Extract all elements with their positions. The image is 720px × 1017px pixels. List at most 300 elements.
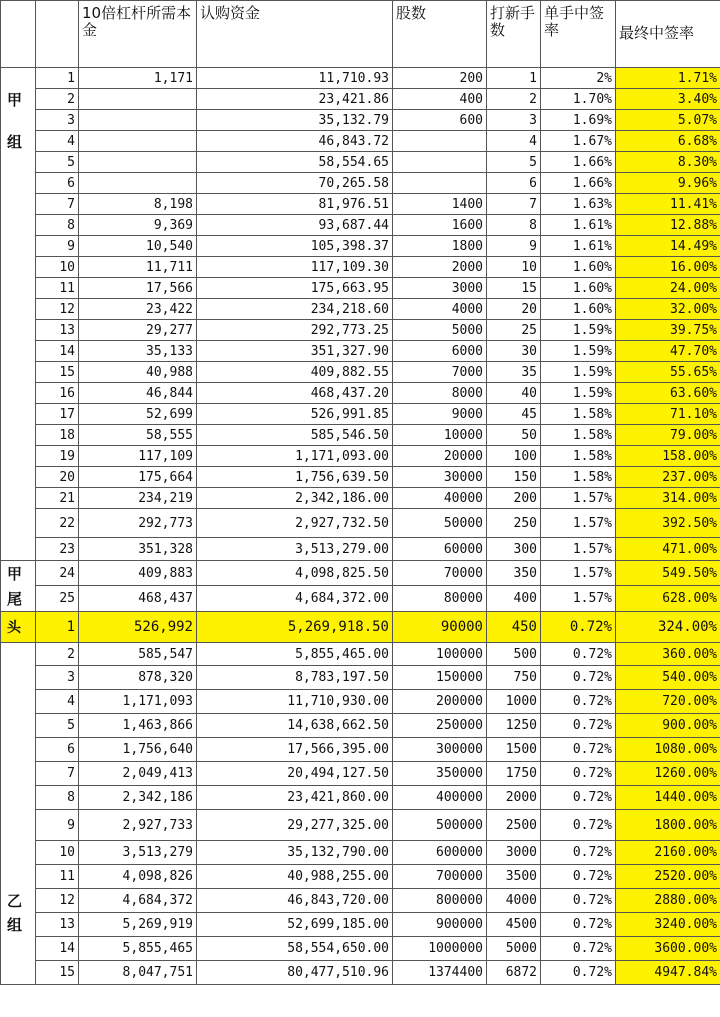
single-lot-rate: 0.72% [541, 810, 616, 841]
final-rate: 314.00% [616, 488, 720, 509]
group-label [1, 236, 36, 257]
row-number: 15 [36, 961, 79, 985]
row-number: 5 [36, 152, 79, 173]
final-rate: 79.00% [616, 425, 720, 446]
shares: 1374400 [393, 961, 487, 985]
row-number: 10 [36, 257, 79, 278]
capital-needed: 351,328 [79, 538, 197, 561]
shares: 400 [393, 89, 487, 110]
final-rate: 3240.00% [616, 913, 720, 937]
capital-needed: 1,463,866 [79, 714, 197, 738]
lots: 6872 [487, 961, 541, 985]
group-label [1, 841, 36, 865]
capital-needed: 117,109 [79, 446, 197, 467]
subscription-fund: 585,546.50 [197, 425, 393, 446]
row-number: 6 [36, 738, 79, 762]
shares: 5000 [393, 320, 487, 341]
table-row [1, 446, 720, 467]
header-lots: 打新手数 [487, 1, 541, 68]
single-lot-rate: 0.72% [541, 865, 616, 889]
capital-needed [79, 110, 197, 131]
final-rate: 63.60% [616, 383, 720, 404]
group-label [1, 257, 36, 278]
group-label [1, 643, 36, 666]
row-number: 21 [36, 488, 79, 509]
group-label [1, 446, 36, 467]
subscription-fund: 292,773.25 [197, 320, 393, 341]
single-lot-rate: 1.57% [541, 509, 616, 538]
row-number: 17 [36, 404, 79, 425]
final-rate: 6.68% [616, 131, 720, 152]
single-lot-rate: 1.60% [541, 257, 616, 278]
subscription-fund: 58,554.65 [197, 152, 393, 173]
row-number: 5 [36, 714, 79, 738]
single-lot-rate: 0.72% [541, 643, 616, 666]
lots: 2 [487, 89, 541, 110]
row-number: 14 [36, 937, 79, 961]
shares: 900000 [393, 913, 487, 937]
group-label [1, 425, 36, 446]
table-row [1, 257, 720, 278]
subscription-fund: 2,927,732.50 [197, 509, 393, 538]
table-row [1, 236, 720, 257]
single-lot-rate: 1.59% [541, 341, 616, 362]
group-label: 头 [1, 612, 36, 643]
group-label: 组 [1, 913, 36, 937]
lots: 3000 [487, 841, 541, 865]
capital-needed: 2,049,413 [79, 762, 197, 786]
row-number: 25 [36, 586, 79, 612]
subscription-fund: 1,171,093.00 [197, 446, 393, 467]
group-label [1, 690, 36, 714]
group-label: 甲 [1, 561, 36, 586]
single-lot-rate: 1.59% [541, 383, 616, 404]
table-row [1, 913, 720, 937]
shares: 300000 [393, 738, 487, 762]
capital-needed [79, 173, 197, 194]
shares: 9000 [393, 404, 487, 425]
capital-needed: 4,098,826 [79, 865, 197, 889]
table-row [1, 383, 720, 404]
single-lot-rate: 1.67% [541, 131, 616, 152]
lots: 15 [487, 278, 541, 299]
subscription-fund: 29,277,325.00 [197, 810, 393, 841]
shares: 250000 [393, 714, 487, 738]
lots: 1 [487, 68, 541, 89]
subscription-fund: 105,398.37 [197, 236, 393, 257]
lots: 9 [487, 236, 541, 257]
lots: 20 [487, 299, 541, 320]
lots: 750 [487, 666, 541, 690]
row-number: 12 [36, 299, 79, 320]
capital-needed: 40,988 [79, 362, 197, 383]
row-number: 20 [36, 467, 79, 488]
capital-needed [79, 131, 197, 152]
capital-needed: 8,047,751 [79, 961, 197, 985]
table-row [1, 612, 720, 643]
table-row [1, 173, 720, 194]
final-rate: 8.30% [616, 152, 720, 173]
shares: 70000 [393, 561, 487, 586]
lots: 7 [487, 194, 541, 215]
lots: 25 [487, 320, 541, 341]
row-number: 1 [36, 612, 79, 643]
lots: 4500 [487, 913, 541, 937]
group-label [1, 320, 36, 341]
capital-needed [79, 89, 197, 110]
single-lot-rate: 0.72% [541, 961, 616, 985]
final-rate: 158.00% [616, 446, 720, 467]
table-row [1, 89, 720, 110]
capital-needed: 585,547 [79, 643, 197, 666]
row-number: 24 [36, 561, 79, 586]
lots: 150 [487, 467, 541, 488]
capital-needed: 175,664 [79, 467, 197, 488]
table-row [1, 738, 720, 762]
row-number: 22 [36, 509, 79, 538]
capital-needed: 17,566 [79, 278, 197, 299]
subscription-fund: 117,109.30 [197, 257, 393, 278]
single-lot-rate: 1.66% [541, 152, 616, 173]
group-label [1, 215, 36, 236]
single-lot-rate: 0.72% [541, 889, 616, 913]
subscription-fund: 4,684,372.00 [197, 586, 393, 612]
table-row [1, 762, 720, 786]
header-subscription-fund: 认购资金 [197, 1, 393, 68]
lots: 100 [487, 446, 541, 467]
capital-needed: 1,171 [79, 68, 197, 89]
final-rate: 1080.00% [616, 738, 720, 762]
lots: 450 [487, 612, 541, 643]
single-lot-rate: 1.57% [541, 561, 616, 586]
group-label [1, 937, 36, 961]
table-row [1, 404, 720, 425]
shares: 4000 [393, 299, 487, 320]
row-number: 23 [36, 538, 79, 561]
capital-needed: 526,992 [79, 612, 197, 643]
table-row [1, 152, 720, 173]
capital-needed [79, 152, 197, 173]
subscription-fund: 80,477,510.96 [197, 961, 393, 985]
single-lot-rate: 0.72% [541, 612, 616, 643]
row-number: 8 [36, 786, 79, 810]
capital-needed: 46,844 [79, 383, 197, 404]
group-label [1, 810, 36, 841]
single-lot-rate: 1.66% [541, 173, 616, 194]
group-label [1, 341, 36, 362]
final-rate: 24.00% [616, 278, 720, 299]
capital-needed: 468,437 [79, 586, 197, 612]
subscription-fund: 4,098,825.50 [197, 561, 393, 586]
single-lot-rate: 0.72% [541, 937, 616, 961]
shares: 400000 [393, 786, 487, 810]
single-lot-rate: 0.72% [541, 841, 616, 865]
final-rate: 9.96% [616, 173, 720, 194]
final-rate: 2520.00% [616, 865, 720, 889]
subscription-fund: 11,710.93 [197, 68, 393, 89]
capital-needed: 8,198 [79, 194, 197, 215]
group-label [1, 110, 36, 131]
final-rate: 324.00% [616, 612, 720, 643]
group-label [1, 786, 36, 810]
table-row [1, 889, 720, 913]
subscription-fund: 35,132.79 [197, 110, 393, 131]
row-number: 11 [36, 278, 79, 299]
lots: 5000 [487, 937, 541, 961]
table-row [1, 690, 720, 714]
table-row [1, 131, 720, 152]
subscription-fund: 20,494,127.50 [197, 762, 393, 786]
subscription-fund: 93,687.44 [197, 215, 393, 236]
shares: 60000 [393, 538, 487, 561]
row-number: 3 [36, 110, 79, 131]
final-rate: 1440.00% [616, 786, 720, 810]
header-index [36, 1, 79, 68]
table-row [1, 341, 720, 362]
table-row [1, 841, 720, 865]
row-number: 2 [36, 643, 79, 666]
subscription-fund: 46,843.72 [197, 131, 393, 152]
final-rate: 12.88% [616, 215, 720, 236]
subscription-fund: 17,566,395.00 [197, 738, 393, 762]
final-rate: 628.00% [616, 586, 720, 612]
row-number: 15 [36, 362, 79, 383]
shares: 30000 [393, 467, 487, 488]
final-rate: 55.65% [616, 362, 720, 383]
shares: 50000 [393, 509, 487, 538]
shares: 1000000 [393, 937, 487, 961]
lots: 400 [487, 586, 541, 612]
table-row [1, 586, 720, 612]
capital-needed: 9,369 [79, 215, 197, 236]
lots: 50 [487, 425, 541, 446]
lots: 8 [487, 215, 541, 236]
subscription-fund: 52,699,185.00 [197, 913, 393, 937]
single-lot-rate: 1.70% [541, 89, 616, 110]
group-label [1, 538, 36, 561]
single-lot-rate: 2% [541, 68, 616, 89]
table-row [1, 110, 720, 131]
single-lot-rate: 0.72% [541, 714, 616, 738]
row-number: 16 [36, 383, 79, 404]
capital-needed: 11,711 [79, 257, 197, 278]
table-row [1, 509, 720, 538]
row-number: 7 [36, 194, 79, 215]
row-number: 9 [36, 236, 79, 257]
table-row [1, 643, 720, 666]
table-row [1, 194, 720, 215]
group-label: 乙 [1, 889, 36, 913]
row-number: 14 [36, 341, 79, 362]
subscription-fund: 35,132,790.00 [197, 841, 393, 865]
single-lot-rate: 1.69% [541, 110, 616, 131]
final-rate: 5.07% [616, 110, 720, 131]
lots: 35 [487, 362, 541, 383]
final-rate: 1800.00% [616, 810, 720, 841]
capital-needed: 3,513,279 [79, 841, 197, 865]
shares: 6000 [393, 341, 487, 362]
group-label [1, 865, 36, 889]
header-row [1, 1, 720, 68]
table-row [1, 425, 720, 446]
final-rate: 392.50% [616, 509, 720, 538]
row-number: 18 [36, 425, 79, 446]
single-lot-rate: 1.57% [541, 488, 616, 509]
shares: 1800 [393, 236, 487, 257]
shares: 150000 [393, 666, 487, 690]
lots: 250 [487, 509, 541, 538]
row-number: 11 [36, 865, 79, 889]
single-lot-rate: 1.59% [541, 320, 616, 341]
shares: 800000 [393, 889, 487, 913]
group-label [1, 362, 36, 383]
subscription-fund: 46,843,720.00 [197, 889, 393, 913]
single-lot-rate: 0.72% [541, 762, 616, 786]
row-number: 4 [36, 131, 79, 152]
lots: 1750 [487, 762, 541, 786]
capital-needed: 292,773 [79, 509, 197, 538]
lots: 45 [487, 404, 541, 425]
shares: 40000 [393, 488, 487, 509]
shares: 350000 [393, 762, 487, 786]
final-rate: 14.49% [616, 236, 720, 257]
row-number: 10 [36, 841, 79, 865]
subscription-fund: 409,882.55 [197, 362, 393, 383]
shares [393, 173, 487, 194]
table-row [1, 714, 720, 738]
header-single-lot-rate: 单手中签率 [541, 1, 616, 68]
final-rate: 32.00% [616, 299, 720, 320]
group-label [1, 509, 36, 538]
capital-needed: 1,756,640 [79, 738, 197, 762]
shares: 2000 [393, 257, 487, 278]
shares: 200000 [393, 690, 487, 714]
lots: 1250 [487, 714, 541, 738]
subscription-fund: 351,327.90 [197, 341, 393, 362]
lots: 200 [487, 488, 541, 509]
subscription-fund: 58,554,650.00 [197, 937, 393, 961]
capital-needed: 23,422 [79, 299, 197, 320]
shares [393, 131, 487, 152]
subscription-fund: 2,342,186.00 [197, 488, 393, 509]
final-rate: 2160.00% [616, 841, 720, 865]
single-lot-rate: 1.59% [541, 362, 616, 383]
final-rate: 720.00% [616, 690, 720, 714]
table-row [1, 299, 720, 320]
final-rate: 16.00% [616, 257, 720, 278]
lots: 2000 [487, 786, 541, 810]
row-number: 3 [36, 666, 79, 690]
group-label [1, 404, 36, 425]
lots: 30 [487, 341, 541, 362]
shares: 7000 [393, 362, 487, 383]
row-number: 13 [36, 913, 79, 937]
capital-needed: 29,277 [79, 320, 197, 341]
table-row [1, 561, 720, 586]
single-lot-rate: 0.72% [541, 786, 616, 810]
capital-needed: 52,699 [79, 404, 197, 425]
table-row [1, 467, 720, 488]
single-lot-rate: 1.63% [541, 194, 616, 215]
capital-needed: 1,171,093 [79, 690, 197, 714]
shares: 8000 [393, 383, 487, 404]
capital-needed: 5,269,919 [79, 913, 197, 937]
capital-needed: 409,883 [79, 561, 197, 586]
group-label [1, 194, 36, 215]
table-row [1, 320, 720, 341]
capital-needed: 10,540 [79, 236, 197, 257]
shares: 1400 [393, 194, 487, 215]
final-rate: 3.40% [616, 89, 720, 110]
row-number: 4 [36, 690, 79, 714]
single-lot-rate: 1.58% [541, 404, 616, 425]
row-number: 6 [36, 173, 79, 194]
lots: 1000 [487, 690, 541, 714]
final-rate: 1.71% [616, 68, 720, 89]
final-rate: 360.00% [616, 643, 720, 666]
subscription-fund: 23,421,860.00 [197, 786, 393, 810]
final-rate: 549.50% [616, 561, 720, 586]
subscription-fund: 1,756,639.50 [197, 467, 393, 488]
subscription-fund: 40,988,255.00 [197, 865, 393, 889]
subscription-fund: 526,991.85 [197, 404, 393, 425]
lots: 350 [487, 561, 541, 586]
group-label [1, 961, 36, 985]
group-label [1, 173, 36, 194]
subscription-fund: 70,265.58 [197, 173, 393, 194]
table-body [1, 68, 720, 985]
row-number: 13 [36, 320, 79, 341]
group-label [1, 488, 36, 509]
row-number: 12 [36, 889, 79, 913]
shares: 80000 [393, 586, 487, 612]
group-label: 尾 [1, 586, 36, 612]
row-number: 19 [36, 446, 79, 467]
capital-needed: 35,133 [79, 341, 197, 362]
group-label [1, 467, 36, 488]
capital-needed: 878,320 [79, 666, 197, 690]
subscription-fund: 5,269,918.50 [197, 612, 393, 643]
single-lot-rate: 1.61% [541, 236, 616, 257]
subscription-fund: 5,855,465.00 [197, 643, 393, 666]
row-number: 8 [36, 215, 79, 236]
group-label [1, 714, 36, 738]
table-row [1, 786, 720, 810]
capital-needed: 234,219 [79, 488, 197, 509]
capital-needed: 58,555 [79, 425, 197, 446]
subscription-fund: 3,513,279.00 [197, 538, 393, 561]
row-number: 9 [36, 810, 79, 841]
shares: 90000 [393, 612, 487, 643]
table-row [1, 961, 720, 985]
subscription-fund: 8,783,197.50 [197, 666, 393, 690]
group-label [1, 299, 36, 320]
lots: 4 [487, 131, 541, 152]
final-rate: 71.10% [616, 404, 720, 425]
subscription-fund: 23,421.86 [197, 89, 393, 110]
final-rate: 540.00% [616, 666, 720, 690]
table-row [1, 488, 720, 509]
lots: 40 [487, 383, 541, 404]
lots: 6 [487, 173, 541, 194]
table-row [1, 215, 720, 236]
subscription-fund: 468,437.20 [197, 383, 393, 404]
table-row [1, 937, 720, 961]
lots: 4000 [487, 889, 541, 913]
table-row [1, 68, 720, 89]
single-lot-rate: 1.60% [541, 299, 616, 320]
group-label: 组 [1, 131, 36, 152]
